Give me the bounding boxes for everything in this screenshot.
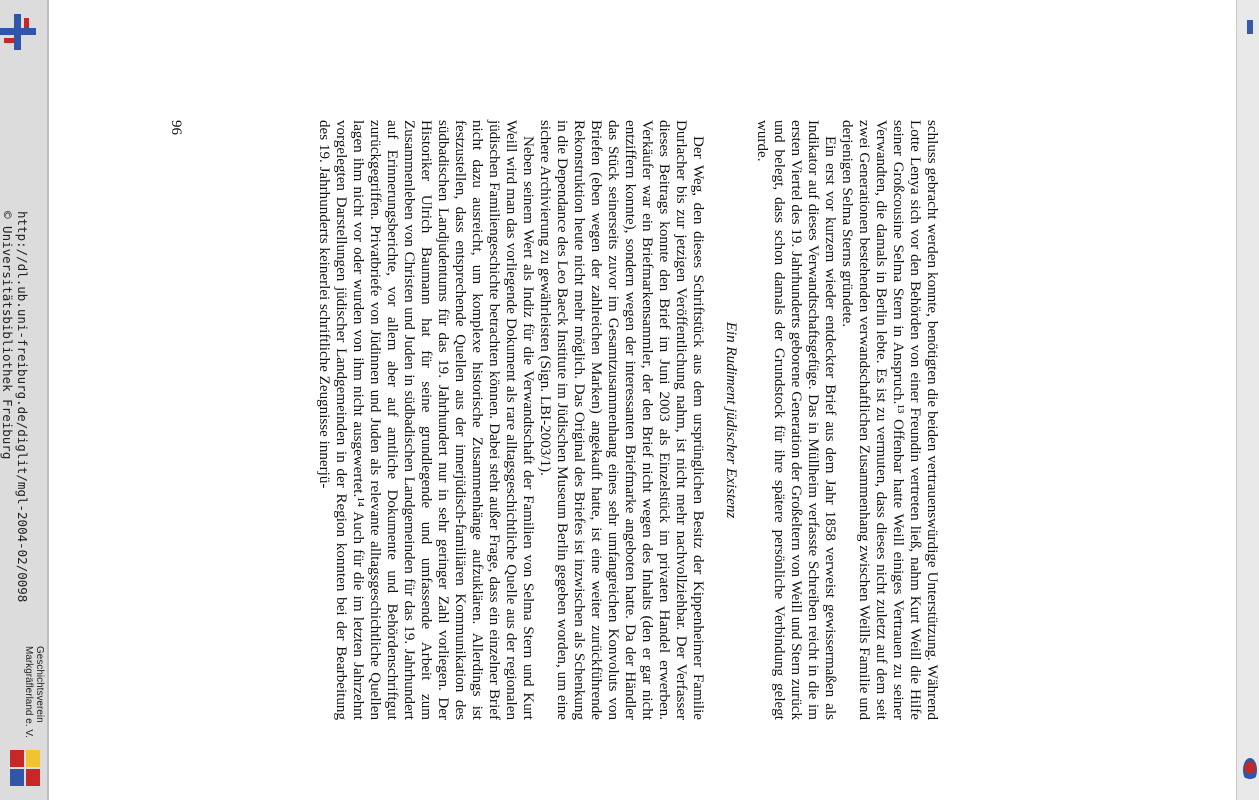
document-page — [160, 120, 940, 720]
source-url: http://dl.ub.uni-freiburg.de/diglit/mgl-2004-02/0098 © Universitätsbibliothek Freiburg — [0, 211, 30, 603]
library-logo-icon — [0, 14, 40, 50]
society-label: Geschichtsverein Markgräflerland e. V. — [23, 646, 45, 738]
paragraph: Der Weg, den dieses Schriftstück aus dem ursprünglichen Besitz der Kippenheimer Familie Durlacher bis zur jetzigen Veröffentlichung nahm, ist nicht mehr nachvollziehbar. Der Verfasser dieses Beitrags konnte den Brief im Juni 2003 als Einzelstück im privaten Handel erwerben. Verkäufer war ein Briefmarkensammler, der den Brief nicht wegen des Inhalts (den er gar nicht entziffern konnte), sondern wegen der interessanten Briefmarke angeboten hatte. Da der Händler das Stück seinerseits zuvor im Gesamtzusammenhang eines sehr umfangreichen Konvoluts von Briefen (eben wegen der zahlreichen Marken) angekauft hatte, ist eine weiter zurückführende Rekonstruktion heute nicht mehr möglich. Das Original des Briefes ist inzwischen als Schenkung in die Dependance des Leo Baeck Institute im Jüdischen Museum Berlin gegeben worden, um eine sichere Archivierung zu gewährleisten (Sign. LBI-2003/1). — [537, 120, 706, 720]
right-logo-icon — [1247, 20, 1253, 34]
copyright-text: © Universitätsbibliothek Freiburg — [0, 211, 15, 460]
section-heading: Ein Rudiment jüdischer Existenz — [723, 321, 739, 519]
paragraph: Neben seinem Wert als Indiz für die Verwandtschaft der Familien von Selma Stern und Kurt Weill wird man das vorliegende Dokument als rare alltagsgeschichtliche Quelle aus der regionalen jüdischen Familiengeschichte betrachten können. Dabei steht außer Frage, dass ein einzelner Brief nicht dazu ausreicht, um komplexe historische Zusammenhänge aufzuklären. Allerdings ist festzustellen, dass entsprechende Quellen aus der innerjüdisch-familiären Kommunikation des südbadischen Landjudentums für das 19. Jahrhundert nur in sehr geringer Zahl vorliegen. Der Historiker Ulrich Baumann hat für seine grundlegende und umfassende Arbeit zum Zusammenleben von Christen und Juden in südbadischen Landgemeinden für das 19. Jahrhundert auf Erinnerungsberichte, vor allem aber auf amtliche Dokumente und Behördenschriftgut zurückgegriffen. Privatbriefe von Jüdinnen und Juden als relevante alltagsgeschichtliche Quellen lagen ihm nicht vor oder wurden von ihm nicht ausgewertet.¹⁴ Auch für die im letzten Jahrzehnt vorgelegten Darstellungen jüdischer Landgemeinden in der Region konnten bei der Bearbeitung des 19. Jahrhunderts keinerlei schriftliche Zeugnisse innerjü- — [316, 120, 536, 720]
page-number: 96 — [168, 120, 184, 135]
coat-of-arms-icon — [10, 750, 42, 790]
right-crest-icon — [1243, 758, 1257, 782]
right-margin-strip — [1236, 0, 1259, 800]
page-edge — [47, 0, 49, 800]
paragraph: schluss gebracht werden konnte, benötigten die beiden vertrauenswürdige Unterstützung. Während Lotte Lenya sich vor den Behörden von einer Freundin vertreten ließ, nahm Kurt Weill die Hilfe seiner Großcousine Selma Stern in Anspruch.¹³ Offenbar hatte Weill einiges Vertrauen zu seiner Verwandten, die damals in Berlin lebte. Es ist zu vermuten, dass dieses nicht zuletzt auf dem seit zwei Generationen bestehenden verwandschaftlichen Zusammenhang zwischen Weills Familie und derjenigen Selma Sterns gründete. — [839, 120, 940, 720]
paragraph: Ein erst vor kurzem wieder entdeckter Brief aus dem Jahr 1858 verweist gewissermaßen als Indikator auf dieses Verwandtschaftsgefüge. Das in Müllheim verfasste Schreiben reicht in die im ersten Viertel des 19. Jahrhunderts geborene Generation der Großeltern von Weill und Stern zurück und belegt, dass schon damals der Grundstock für ihre spätere persönliche Verbindung gelegt wurde. — [754, 120, 838, 720]
text-column — [315, 120, 940, 720]
